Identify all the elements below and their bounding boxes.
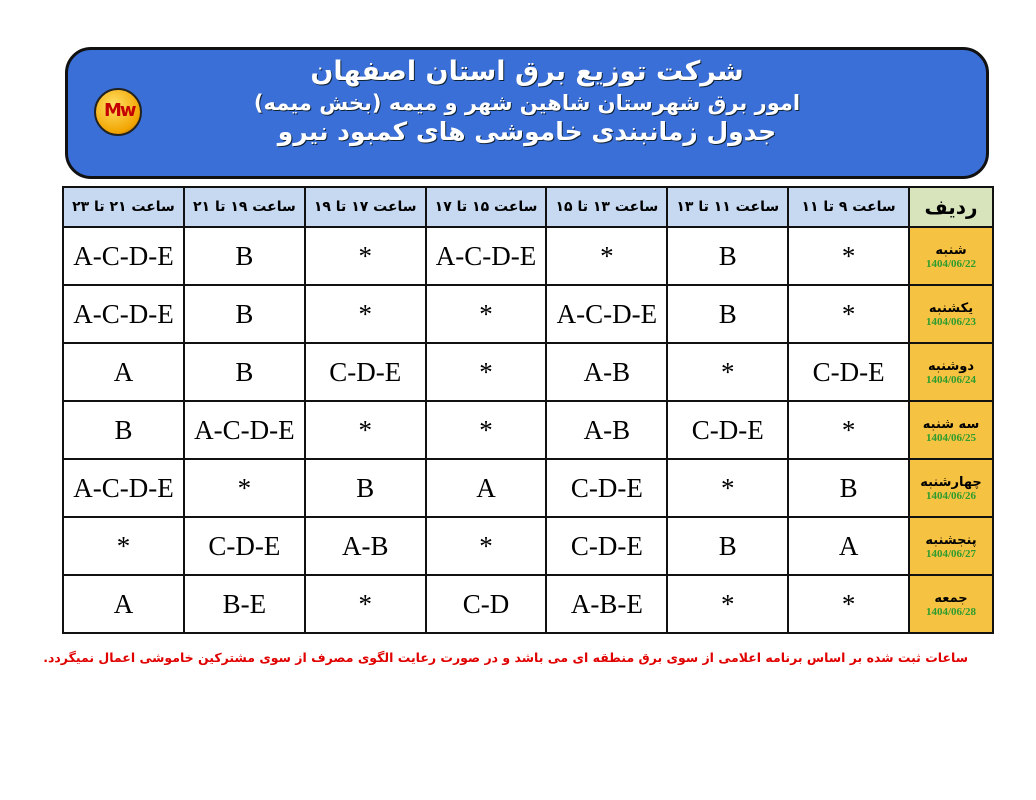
schedule-cell: B [667,285,788,343]
day-name: شنبه [935,242,967,258]
schedule-cell: * [667,575,788,633]
table-row [63,459,993,517]
schedule-cell: C-D-E [305,343,426,401]
day-cell [909,575,993,633]
table-row [63,285,993,343]
column-header: ساعت ۱۷ تا ۱۹ [305,187,426,227]
schedule-cell: C-D-E [546,459,667,517]
schedule-cell: A [63,343,184,401]
schedule-cell: C-D-E [184,517,305,575]
schedule-cell: * [305,401,426,459]
schedule-cell: C-D-E [546,517,667,575]
schedule-cell: * [426,285,547,343]
day-name: چهارشنبه [920,474,982,490]
column-header: ساعت ۱۳ تا ۱۵ [546,187,667,227]
schedule-cell: A [426,459,547,517]
schedule-cell: B [184,343,305,401]
schedule-cell: * [788,285,909,343]
table-row [63,575,993,633]
schedule-cell: B [184,227,305,285]
schedule-cell: A-B [305,517,426,575]
column-header: ساعت ۱۵ تا ۱۷ [426,187,547,227]
schedule-title: جدول زمانبندی خاموشی های کمبود نیرو [277,117,777,146]
schedule-cell: A-C-D-E [63,285,184,343]
schedule-cell: * [305,285,426,343]
schedule-cell: A-C-D-E [546,285,667,343]
day-date: 1404/06/22 [925,257,977,270]
column-header-radif: ردیف [909,187,993,227]
day-name: دوشنبه [927,358,975,374]
schedule-cell: B-E [184,575,305,633]
schedule-cell: * [546,227,667,285]
table-row [63,517,993,575]
day-date: 1404/06/26 [925,489,977,502]
footer-note: ساعات ثبت شده بر اساس برنامه اعلامی از سوی برق منطقه ای می باشد و در صورت رعایت الگوی مصرف از سوی مشترکین خاموشی اعمال نمیگردد. [43,650,968,665]
schedule-cell: * [305,227,426,285]
table-row [63,343,993,401]
schedule-cell: * [667,459,788,517]
column-header: ساعت ۱۱ تا ۱۳ [667,187,788,227]
schedule-cell: * [788,227,909,285]
schedule-cell: A-C-D-E [426,227,547,285]
schedule-cell: A-B [546,343,667,401]
schedule-cell: * [426,517,547,575]
schedule-cell: * [305,575,426,633]
table-row [63,401,993,459]
schedule-cell: A-C-D-E [63,459,184,517]
day-date: 1404/06/27 [925,547,977,560]
schedule-cell: C-D-E [667,401,788,459]
logo-text: Mw [104,100,135,121]
day-cell [909,517,993,575]
day-cell [909,401,993,459]
schedule-cell: A [63,575,184,633]
schedule-cell: * [426,401,547,459]
schedule-cell: * [426,343,547,401]
schedule-cell: * [667,343,788,401]
schedule-cell: B [667,227,788,285]
table-header-row [63,187,993,227]
day-date: 1404/06/24 [925,373,977,386]
day-cell [909,227,993,285]
day-cell [909,343,993,401]
day-date: 1404/06/28 [925,605,977,618]
schedule-cell: A-C-D-E [63,227,184,285]
schedule-cell: * [788,401,909,459]
schedule-cell: B [63,401,184,459]
table-row [63,227,993,285]
column-header: ساعت ۲۱ تا ۲۳ [63,187,184,227]
schedule-cell: A [788,517,909,575]
column-header: ساعت ۱۹ تا ۲۱ [184,187,305,227]
day-cell [909,285,993,343]
day-cell [909,459,993,517]
day-name: یکشنبه [928,300,974,316]
schedule-cell: A-B-E [546,575,667,633]
schedule-cell: * [63,517,184,575]
schedule-cell: B [184,285,305,343]
day-name: سه شنبه [922,416,980,432]
schedule-cell: A-C-D-E [184,401,305,459]
company-title: شرکت توزیع برق استان اصفهان [310,56,744,87]
schedule-cell: C-D [426,575,547,633]
day-name: جمعه [934,590,968,606]
schedule-cell: * [788,575,909,633]
schedule-cell: A-B [546,401,667,459]
header-banner [65,47,989,179]
day-date: 1404/06/25 [925,431,977,444]
day-name: پنجشنبه [925,532,977,548]
schedule-cell: C-D-E [788,343,909,401]
company-logo-icon [94,88,142,136]
schedule-cell: B [667,517,788,575]
column-header: ساعت ۹ تا ۱۱ [788,187,909,227]
schedule-cell: B [305,459,426,517]
schedule-cell: B [788,459,909,517]
outage-schedule-table [62,186,994,634]
day-date: 1404/06/23 [925,315,977,328]
schedule-cell: * [184,459,305,517]
department-subtitle: امور برق شهرستان شاهین شهر و میمه (بخش میمه) [253,91,801,115]
